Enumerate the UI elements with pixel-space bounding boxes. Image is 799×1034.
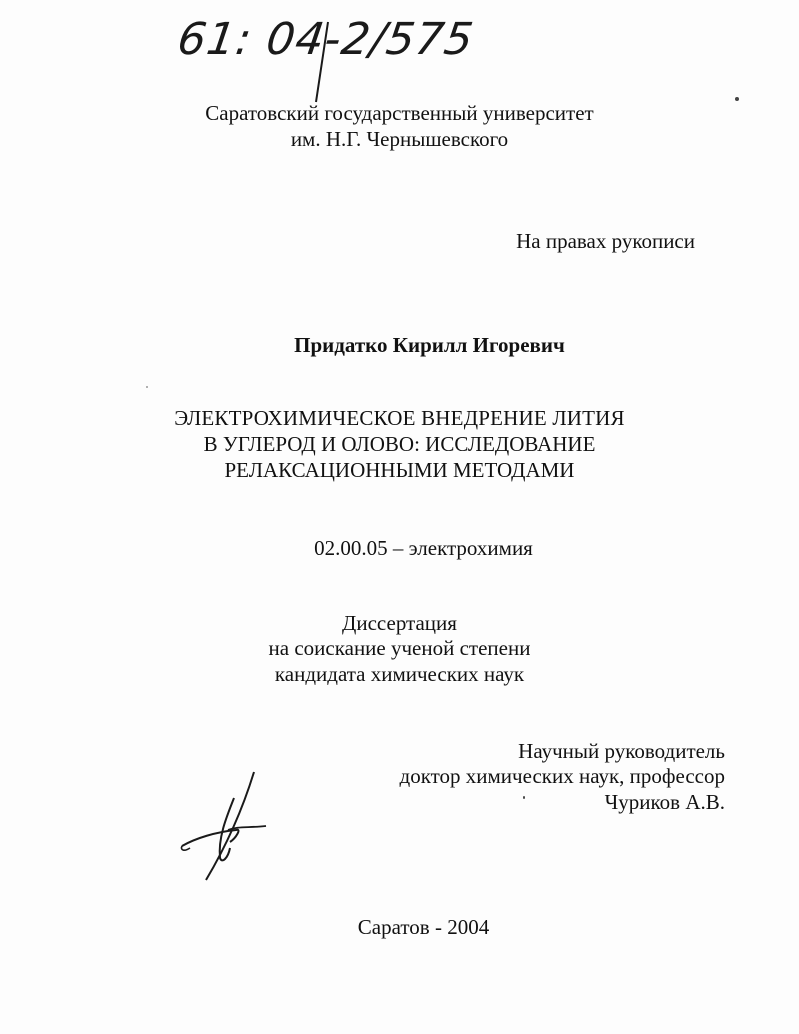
scan-speck	[523, 796, 525, 799]
title-line-1: ЭЛЕКТРОХИМИЧЕСКОЕ ВНЕДРЕНИЕ ЛИТИЯ	[174, 406, 625, 430]
title-line-3: РЕЛАКСАЦИОННЫМИ МЕТОДАМИ	[224, 458, 575, 482]
manuscript-rights-note: На правах рукописи	[516, 229, 695, 253]
institution-line-2: им. Н.Г. Чернышевского	[290, 127, 509, 151]
scan-speck	[735, 97, 739, 101]
author-name: Придатко Кирилл Игоревич	[294, 333, 565, 357]
handwritten-archive-number: 61: 04-2/575	[174, 14, 478, 65]
supervisor-name: Чуриков А.В.	[604, 790, 725, 814]
degree-line-1: Диссертация	[342, 611, 457, 635]
institution-line-1: Саратовский государственный университет	[205, 101, 594, 125]
degree-line-3: кандидата химических наук	[274, 662, 525, 686]
title-line-2: В УГЛЕРОД И ОЛОВО: ИССЛЕДОВАНИЕ	[203, 432, 596, 456]
archive-number-underline-stroke	[178, 14, 458, 104]
degree-line-2: на соискание ученой степени	[268, 636, 531, 660]
supervisor-role: Научный руководитель	[518, 739, 725, 763]
specialty-code: 02.00.05 – электрохимия	[314, 536, 533, 560]
scan-speck	[146, 386, 148, 388]
supervisor-rank: доктор химических наук, профессор	[399, 764, 725, 788]
place-and-year: Саратов - 2004	[357, 915, 490, 939]
handwritten-signature	[176, 768, 276, 886]
